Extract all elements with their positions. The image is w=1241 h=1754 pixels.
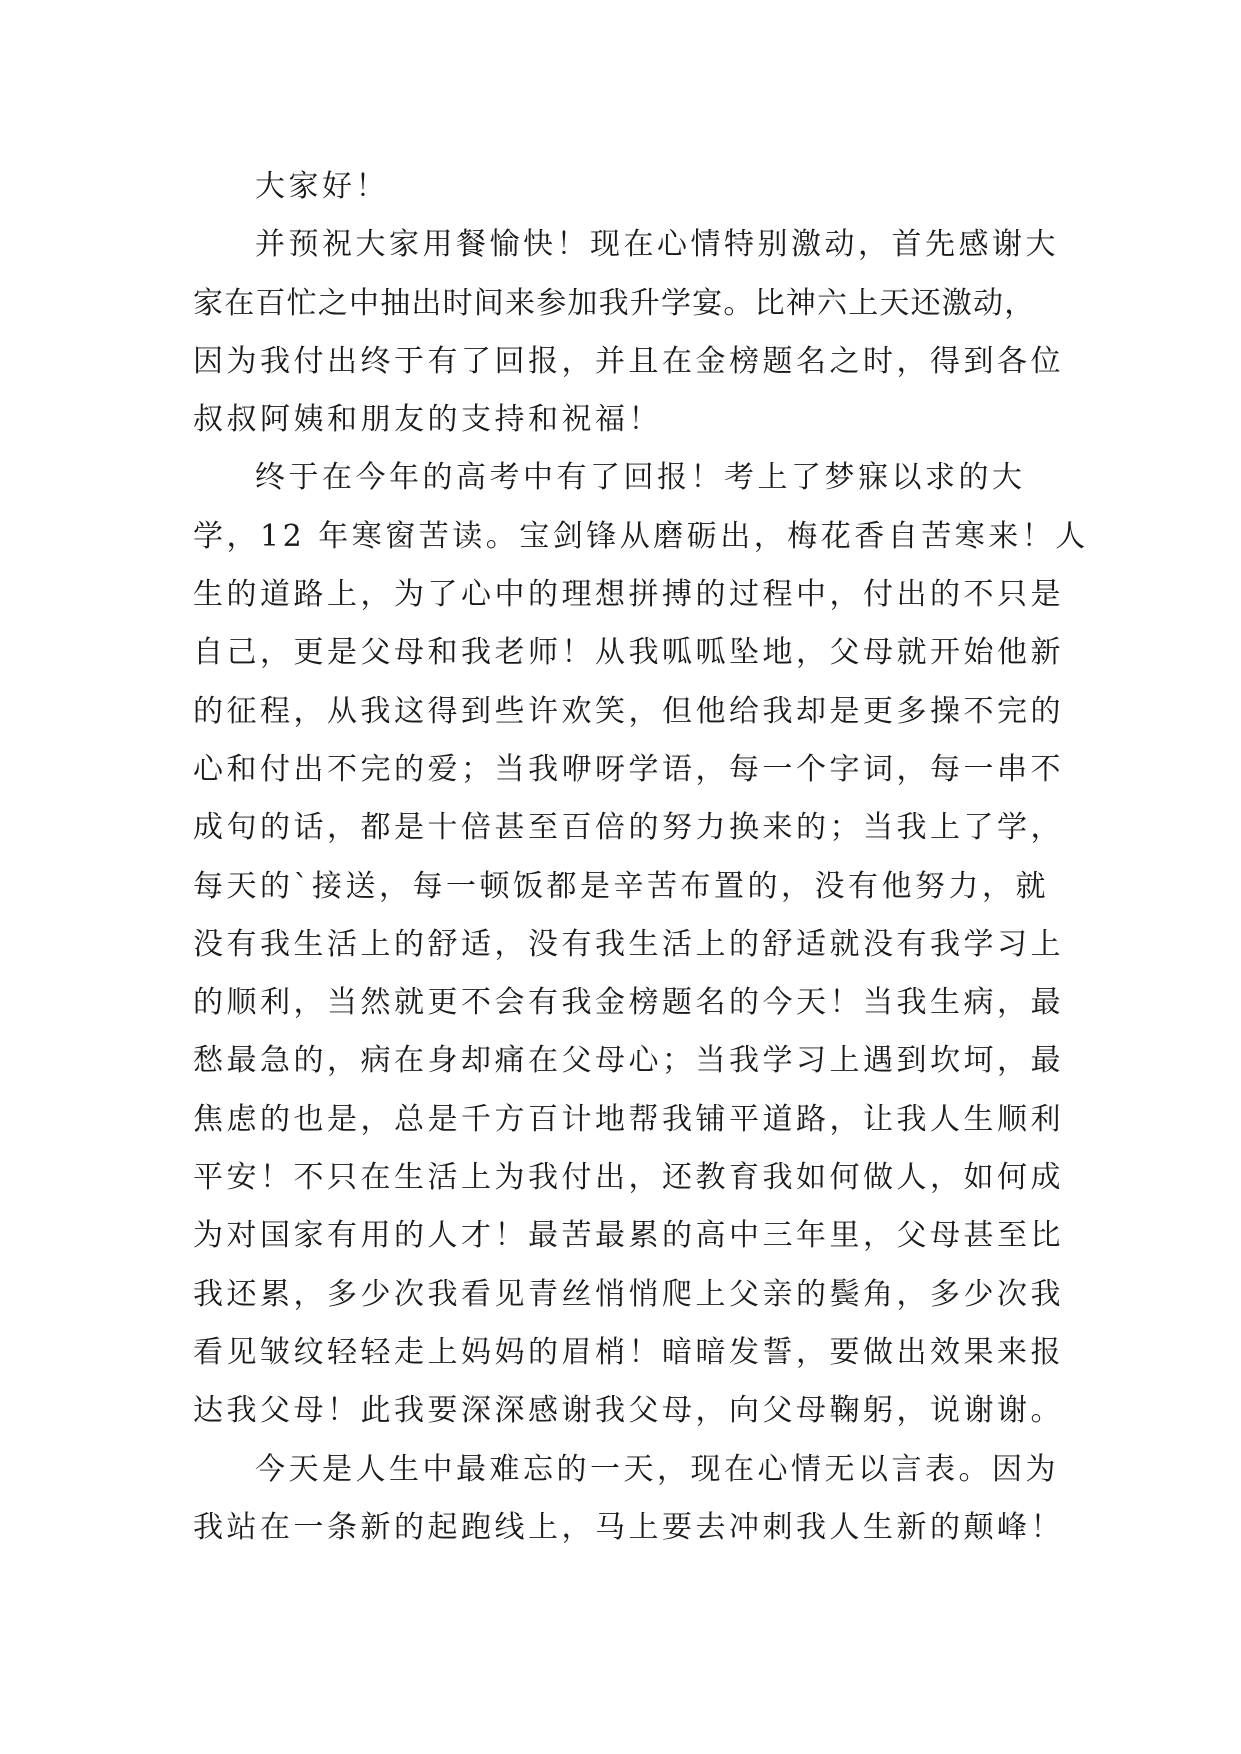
text-line: 家在百忙之中抽出时间来参加我升学宴。比神六上天还激动，	[193, 285, 1036, 321]
paragraph-thanks	[193, 216, 1073, 449]
text-line: 叔叔阿姨和朋友的支持和祝福！	[193, 402, 662, 438]
text-line: 为对国家有用的人才！最苦最累的高中三年里，父母甚至比	[193, 1218, 1064, 1254]
text-line: 成句的话，都是十倍甚至百倍的努力换来的；当我上了学，	[193, 810, 1064, 846]
text-line: 因为我付出终于有了回报，并且在金榜题名之时，得到各位	[193, 343, 1064, 379]
text-line: 的顺利，当然就更不会有我金榜题名的今天！当我生病，最	[193, 985, 1064, 1021]
text-line: 我站在一条新的起跑线上，马上要去冲刺我人生新的颠峰！	[193, 1509, 1064, 1545]
text-line: 愁最急的，病在身却痛在父母心；当我学习上遇到坎坷，最	[193, 1043, 1064, 1079]
text-line: 自己，更是父母和我老师！从我呱呱坠地，父母就开始他新	[193, 635, 1064, 671]
text-line: 达我父母！此我要深深感谢我父母，向父母鞠躬，说谢谢。	[193, 1393, 1064, 1429]
document-body	[193, 158, 1089, 1557]
text-line: 没有我生活上的舒适，没有我生活上的舒适就没有我学习上	[193, 926, 1064, 962]
text-line: 并预祝大家用餐愉快！现在心情特别激动，首先感谢大	[255, 227, 1059, 263]
paragraph-greeting	[193, 158, 1073, 216]
text-line: 焦虑的也是，总是千方百计地帮我铺平道路，让我人生顺利	[193, 1101, 1064, 1137]
text-line: 心和付出不完的爱；当我咿呀学语，每一个字词，每一串不	[193, 751, 1064, 787]
text-line: 每天的`接送，每一顿饭都是辛苦布置的，没有他努力，就	[193, 868, 1049, 904]
paragraph-parents	[193, 449, 1089, 1440]
text-line: 大家好！	[255, 169, 389, 204]
text-line: 终于在今年的高考中有了回报！考上了梦寐以求的大	[255, 460, 1026, 496]
text-line: 看见皱纹轻轻走上妈妈的眉梢！暗暗发誓，要做出效果来报	[193, 1334, 1064, 1370]
text-line: 今天是人生中最难忘的一天，现在心情无以言表。因为	[255, 1451, 1059, 1487]
text-line: 生的道路上，为了心中的理想拼搏的过程中，付出的不只是	[193, 577, 1064, 613]
text-line: 学，12 年寒窗苦读。宝剑锋从磨砺出，梅花香自苦寒来！人	[193, 518, 1089, 554]
text-line: 平安！不只在生活上为我付出，还教育我如何做人，如何成	[193, 1160, 1064, 1196]
text-line: 我还累，多少次我看见青丝悄悄爬上父亲的鬓角，多少次我	[193, 1276, 1064, 1312]
text-line: 的征程，从我这得到些许欢笑，但他给我却是更多操不完的	[193, 693, 1064, 729]
paragraph-future	[193, 1441, 1073, 1558]
